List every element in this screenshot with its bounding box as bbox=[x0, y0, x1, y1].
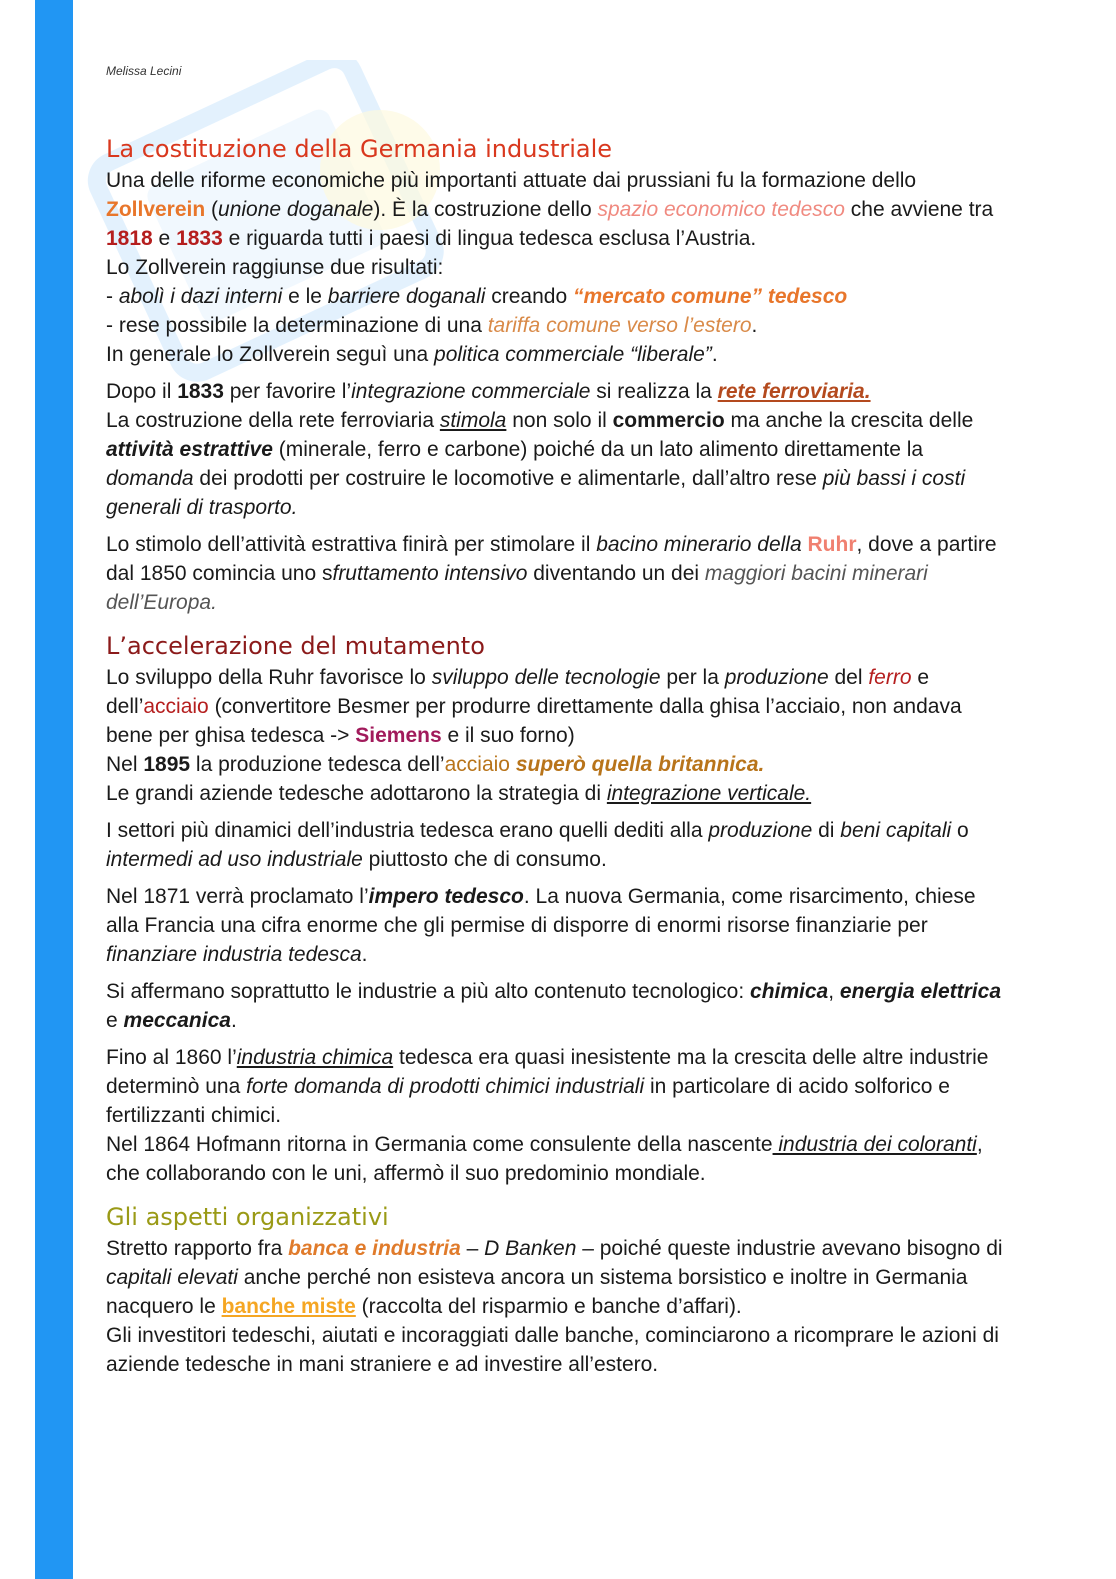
left-margin-bar bbox=[35, 0, 73, 1579]
text-run: ). È la costruzione dello bbox=[373, 198, 598, 221]
emphasis-text: integrazione commerciale bbox=[351, 380, 591, 403]
emphasis-text: forte domanda di prodotti chimici industriali bbox=[246, 1075, 645, 1098]
text-run: e bbox=[152, 227, 177, 250]
text-line bbox=[106, 311, 1006, 340]
text-run: Dopo il bbox=[106, 380, 178, 403]
text-line bbox=[106, 750, 1006, 779]
paragraph bbox=[106, 882, 1006, 969]
section bbox=[106, 132, 1006, 617]
emphasis-text: acciaio bbox=[444, 753, 510, 776]
text-run: Lo Zollverein raggiunse due risultati: bbox=[106, 256, 444, 279]
emphasis-text: capitali elevati bbox=[106, 1266, 238, 1289]
text-run: del bbox=[828, 666, 869, 689]
text-run: La costruzione della rete ferroviaria bbox=[106, 409, 440, 432]
emphasis-text: stimola bbox=[439, 409, 507, 432]
emphasis-text: chimica bbox=[750, 980, 829, 1003]
section-heading: Gli aspetti organizzativi bbox=[106, 1203, 389, 1231]
text-run: di bbox=[812, 819, 841, 842]
emphasis-text: spazio economico tedesco bbox=[597, 198, 845, 221]
emphasis-text: acciaio bbox=[143, 695, 209, 718]
emphasis-text: maggiori bacini minerari dell’Europa. bbox=[106, 562, 928, 614]
text-run: piuttosto che di consumo. bbox=[362, 848, 607, 871]
text-run: e riguarda tutti i paesi di lingua tedesca esclusa l’Austria. bbox=[222, 227, 757, 250]
text-run: , che collaborando con le uni, affermò il suo predominio mondiale. bbox=[106, 1133, 983, 1185]
text-run: si realizza la bbox=[590, 380, 718, 403]
emphasis-text: commercio bbox=[612, 409, 725, 432]
text-run: , bbox=[828, 980, 840, 1003]
text-line bbox=[106, 882, 1006, 969]
paragraph bbox=[106, 977, 1006, 1035]
text-line bbox=[106, 1234, 1006, 1321]
emphasis-text: barriere doganali bbox=[327, 285, 486, 308]
text-run: Una delle riforme economiche più importanti attuate dai prussiani fu la formazione dello bbox=[106, 169, 917, 192]
text-run: , dove a partire dal 1850 comincia uno s bbox=[106, 533, 997, 585]
text-run: ( bbox=[205, 198, 219, 221]
text-run: . bbox=[751, 314, 758, 337]
text-run: tedesca era quasi inesistente ma la crescita delle altre industrie determinò una bbox=[106, 1046, 989, 1098]
text-run: in particolare di acido solforico e fertilizzanti chimici. bbox=[106, 1075, 950, 1127]
emphasis-text: abolì i dazi interni bbox=[118, 285, 283, 308]
emphasis-text: rete ferroviaria. bbox=[717, 380, 871, 403]
section-heading: La costituzione della Germania industriale bbox=[106, 135, 613, 163]
paragraph bbox=[106, 530, 1006, 617]
section-heading: L’accelerazione del mutamento bbox=[106, 632, 485, 660]
emphasis-text: meccanica bbox=[123, 1009, 231, 1032]
text-line bbox=[106, 663, 1006, 750]
emphasis-text: banca e industria bbox=[288, 1237, 461, 1260]
emphasis-text: superò quella britannica. bbox=[515, 753, 765, 776]
text-run: ma anche la crescita delle bbox=[724, 409, 974, 432]
text-run: o bbox=[951, 819, 969, 842]
emphasis-text: unione doganale bbox=[218, 198, 374, 221]
paragraph bbox=[106, 1043, 1006, 1188]
text-run: Fino al 1860 l’ bbox=[106, 1046, 237, 1069]
text-line bbox=[106, 282, 1006, 311]
text-run: Nel bbox=[106, 753, 144, 776]
author-name: Melissa Lecini bbox=[106, 64, 182, 78]
text-line bbox=[106, 816, 1006, 874]
paragraph bbox=[106, 166, 1006, 369]
emphasis-text: sviluppo delle tecnologie bbox=[431, 666, 661, 689]
section bbox=[106, 629, 1006, 1188]
text-run: e dell’ bbox=[106, 666, 930, 718]
emphasis-text: banche miste bbox=[221, 1295, 356, 1318]
paragraph bbox=[106, 377, 1006, 522]
text-run: Nel 1871 verrà proclamato l’ bbox=[106, 885, 369, 908]
emphasis-text: 1895 bbox=[143, 753, 191, 776]
document-body bbox=[106, 132, 1006, 1391]
text-run: (raccolta del risparmio e banche d’affari). bbox=[355, 1295, 742, 1318]
emphasis-text: Ruhr bbox=[807, 533, 857, 556]
emphasis-text: domanda bbox=[106, 467, 194, 490]
emphasis-text: D Banken bbox=[484, 1237, 577, 1260]
text-line bbox=[106, 1043, 1006, 1130]
text-run: diventando un dei bbox=[527, 562, 705, 585]
text-run: . La nuova Germania, come risarcimento, chiese alla Francia una cifra enorme che gli permise di disporre di enormi risorse finanziarie per bbox=[106, 885, 976, 937]
emphasis-text: impero tedesco bbox=[368, 885, 524, 908]
text-run: creando bbox=[485, 285, 573, 308]
text-run: Stretto rapporto fra bbox=[106, 1237, 289, 1260]
text-run: I settori più dinamici dell’industria tedesca erano quelli dediti alla bbox=[106, 819, 709, 842]
emphasis-text: politica commerciale “liberale” bbox=[434, 343, 712, 366]
emphasis-text: “mercato comune” tedesco bbox=[572, 285, 848, 308]
emphasis-text: produzione bbox=[708, 819, 813, 842]
text-run: dei prodotti per costruire le locomotive e alimentarle, dall’altro rese bbox=[193, 467, 823, 490]
paragraph bbox=[106, 1234, 1006, 1379]
emphasis-text: attività estrattive bbox=[106, 438, 273, 461]
text-line bbox=[106, 1130, 1006, 1188]
emphasis-text: più bassi i costi generali di trasporto. bbox=[106, 467, 966, 519]
emphasis-text: industria dei coloranti bbox=[772, 1133, 977, 1156]
text-run: anche perché non esisteva ancora un sistema borsistico e inoltre in Germania nacquero le bbox=[106, 1266, 968, 1318]
text-run: - rese possibile la determinazione di una bbox=[106, 314, 488, 337]
text-run: per la bbox=[660, 666, 725, 689]
text-run: e bbox=[106, 1009, 124, 1032]
text-run: . bbox=[361, 943, 368, 966]
emphasis-text: intermedi ad uso industriale bbox=[106, 848, 363, 871]
text-line bbox=[106, 377, 1006, 406]
text-run: In generale lo Zollverein seguì una bbox=[106, 343, 435, 366]
emphasis-text: Siemens bbox=[355, 724, 442, 747]
text-run: – poiché queste industrie avevano bisogno di bbox=[576, 1237, 1003, 1260]
text-run: Si affermano soprattutto le industrie a più alto contenuto tecnologico: bbox=[106, 980, 751, 1003]
text-run: la produzione tedesca dell’ bbox=[190, 753, 445, 776]
emphasis-text: 1818 bbox=[106, 227, 153, 250]
text-run: Lo stimolo dell’attività estrattiva finirà per stimolare il bbox=[106, 533, 597, 556]
text-run: e il suo forno) bbox=[441, 724, 575, 747]
text-run: e le bbox=[282, 285, 328, 308]
emphasis-text: integrazione verticale. bbox=[606, 782, 812, 805]
text-run: - bbox=[106, 285, 119, 308]
paragraph bbox=[106, 816, 1006, 874]
text-run: Nel 1864 Hofmann ritorna in Germania come consulente della nascente bbox=[106, 1133, 773, 1156]
text-run: Le grandi aziende tedesche adottarono la strategia di bbox=[106, 782, 607, 805]
text-line bbox=[106, 406, 1006, 522]
emphasis-text: 1833 bbox=[177, 380, 224, 403]
text-line bbox=[106, 779, 1006, 808]
emphasis-text: produzione bbox=[724, 666, 829, 689]
text-run: (minerale, ferro e carbone) poiché da un lato alimento direttamente la bbox=[272, 438, 924, 461]
text-run: che avviene tra bbox=[844, 198, 994, 221]
emphasis-text: bacino minerario della bbox=[596, 533, 808, 556]
text-run: . bbox=[230, 1009, 237, 1032]
text-run: per favorire l’ bbox=[223, 380, 352, 403]
text-line bbox=[106, 166, 1006, 253]
section bbox=[106, 1200, 1006, 1379]
text-run: Gli investitori tedeschi, aiutati e incoraggiati dalle banche, cominciarono a ricomprare le azioni di aziende tedesche in mani straniere e ad investire all’estero. bbox=[106, 1324, 999, 1376]
text-run: . bbox=[711, 343, 718, 366]
text-line bbox=[106, 530, 1006, 617]
text-line bbox=[106, 1321, 1006, 1379]
emphasis-text: ferro bbox=[868, 666, 912, 689]
text-line bbox=[106, 253, 1006, 282]
text-line bbox=[106, 340, 1006, 369]
emphasis-text: 1833 bbox=[176, 227, 223, 250]
emphasis-text: beni capitali bbox=[840, 819, 952, 842]
emphasis-text: Zollverein bbox=[106, 198, 206, 221]
paragraph bbox=[106, 663, 1006, 808]
text-run: – bbox=[460, 1237, 485, 1260]
text-run: (convertitore Besmer per produrre direttamente dalla ghisa l’acciaio, non andava bene per ghisa tedesca -> bbox=[106, 695, 962, 747]
emphasis-text: energia elettrica bbox=[839, 980, 1002, 1003]
text-run: Lo sviluppo della Ruhr favorisce lo bbox=[106, 666, 432, 689]
emphasis-text: tariffa comune verso l’estero bbox=[487, 314, 752, 337]
text-line bbox=[106, 977, 1006, 1035]
emphasis-text: finanziare industria tedesca bbox=[106, 943, 362, 966]
emphasis-text: industria chimica bbox=[236, 1046, 394, 1069]
emphasis-text: fruttamento intensivo bbox=[332, 562, 528, 585]
text-run: non solo il bbox=[506, 409, 613, 432]
